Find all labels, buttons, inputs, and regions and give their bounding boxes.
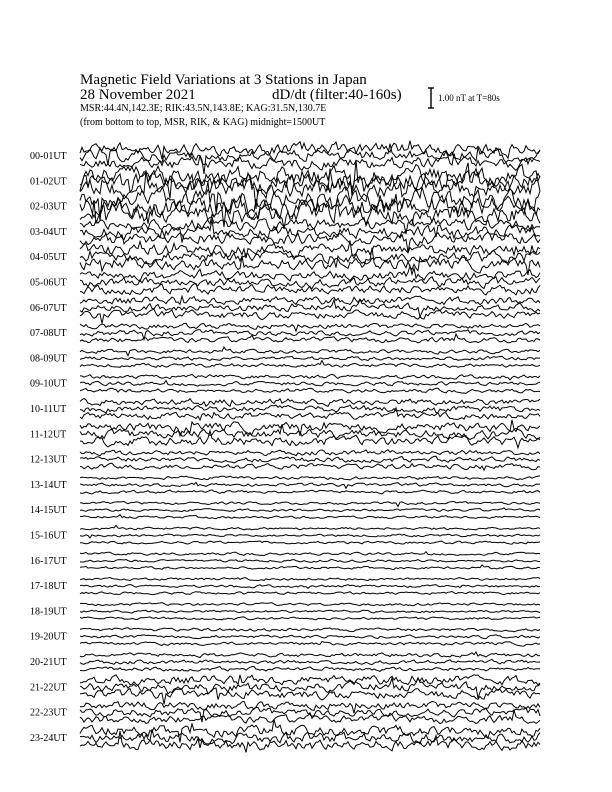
trace-MSR-19-20UT [80, 642, 540, 647]
trace-KAG-12-13UT [80, 450, 540, 456]
trace-MSR-06-07UT [80, 309, 540, 323]
row-label-11-12UT: 11-12UT [30, 429, 67, 441]
trace-KAG-09-10UT [80, 374, 540, 380]
trace-RIK-09-10UT [80, 381, 540, 387]
station-order-note: (from bottom to top, MSR, RIK, & KAG) midnight=1500UT [80, 117, 326, 128]
row-label-13-14UT: 13-14UT [30, 479, 67, 491]
chart-component: dD/dt (filter:40-160s) [272, 87, 402, 103]
trace-KAG-07-08UT [80, 323, 540, 331]
row-label-03-04UT: 03-04UT [30, 226, 67, 238]
row-label-16-17UT: 16-17UT [30, 555, 67, 567]
row-label-06-07UT: 06-07UT [30, 302, 67, 314]
trace-KAG-20-21UT [80, 652, 540, 658]
trace-KAG-10-11UT [80, 399, 540, 407]
row-label-07-08UT: 07-08UT [30, 328, 67, 340]
row-label-19-20UT: 19-20UT [30, 631, 67, 643]
trace-KAG-19-20UT [80, 628, 540, 632]
row-label-05-06UT: 05-06UT [30, 277, 67, 289]
chart-title: Magnetic Field Variations at 3 Stations in Japan [80, 72, 367, 88]
trace-KAG-08-09UT [80, 347, 540, 356]
trace-MSR-08-09UT [80, 361, 540, 368]
row-label-09-10UT: 09-10UT [30, 378, 67, 390]
trace-RIK-22-23UT [80, 707, 540, 722]
trace-KAG-18-19UT [80, 603, 540, 606]
row-label-01-02UT: 01-02UT [30, 176, 67, 188]
trace-RIK-07-08UT [80, 330, 540, 340]
row-label-22-23UT: 22-23UT [30, 707, 67, 719]
trace-KAG-21-22UT [80, 675, 540, 686]
station-coordinates: MSR:44.4N,142.3E; RIK:43.5N,143.8E; KAG:31.5N,130.7E [80, 103, 327, 114]
trace-KAG-06-07UT [80, 296, 540, 305]
trace-MSR-12-13UT [80, 463, 540, 470]
row-label-02-03UT: 02-03UT [30, 201, 67, 213]
row-label-08-09UT: 08-09UT [30, 353, 67, 365]
trace-MSR-13-14UT [80, 490, 540, 494]
trace-KAG-14-15UT [80, 502, 540, 507]
trace-RIK-18-19UT [80, 610, 540, 613]
trace-KAG-22-23UT [80, 701, 540, 713]
trace-RIK-12-13UT [80, 456, 540, 463]
row-label-10-11UT: 10-11UT [30, 404, 67, 415]
trace-KAG-00-01UT [80, 141, 540, 159]
trace-MSR-05-06UT [80, 284, 540, 295]
trace-KAG-15-16UT [80, 525, 540, 530]
trace-KAG-13-14UT [80, 476, 540, 480]
trace-MSR-00-01UT [80, 154, 540, 171]
trace-MSR-18-19UT [80, 617, 540, 620]
row-label-21-22UT: 21-22UT [30, 682, 67, 694]
trace-RIK-20-21UT [80, 660, 540, 665]
trace-KAG-17-18UT [80, 578, 540, 581]
row-label-17-18UT: 17-18UT [30, 581, 67, 593]
trace-MSR-14-15UT [80, 515, 540, 519]
trace-MSR-16-17UT [80, 565, 540, 570]
trace-RIK-16-17UT [80, 559, 540, 562]
trace-RIK-08-09UT [80, 356, 540, 360]
row-label-23-24UT: 23-24UT [30, 732, 67, 744]
row-label-00-01UT: 00-01UT [30, 151, 67, 162]
row-label-04-05UT: 04-05UT [30, 252, 67, 264]
trace-KAG-04-05UT [80, 240, 540, 258]
scale-label: 1.00 nT at T=80s [438, 93, 500, 103]
row-label-14-15UT: 14-15UT [30, 505, 67, 517]
trace-RIK-15-16UT [80, 534, 540, 538]
trace-RIK-14-15UT [80, 508, 540, 512]
row-label-15-16UT: 15-16UT [30, 530, 67, 542]
row-label-18-19UT: 18-19UT [30, 606, 67, 618]
trace-MSR-07-08UT [80, 334, 540, 343]
row-label-20-21UT: 20-21UT [30, 657, 67, 668]
trace-MSR-20-21UT [80, 667, 540, 672]
trace-KAG-16-17UT [80, 552, 540, 556]
trace-RIK-17-18UT [80, 585, 540, 589]
row-label-12-13UT: 12-13UT [30, 454, 67, 466]
trace-MSR-22-23UT [80, 710, 540, 723]
trace-RIK-13-14UT [80, 482, 540, 488]
chart-date: 28 November 2021 [80, 87, 196, 103]
trace-RIK-04-05UT [80, 246, 540, 268]
trace-MSR-15-16UT [80, 541, 540, 544]
trace-RIK-10-11UT [80, 405, 540, 413]
trace-RIK-19-20UT [80, 635, 540, 639]
trace-MSR-09-10UT [80, 388, 540, 393]
trace-KAG-05-06UT [80, 266, 540, 281]
trace-MSR-17-18UT [80, 592, 540, 595]
trace-MSR-10-11UT [80, 408, 540, 420]
